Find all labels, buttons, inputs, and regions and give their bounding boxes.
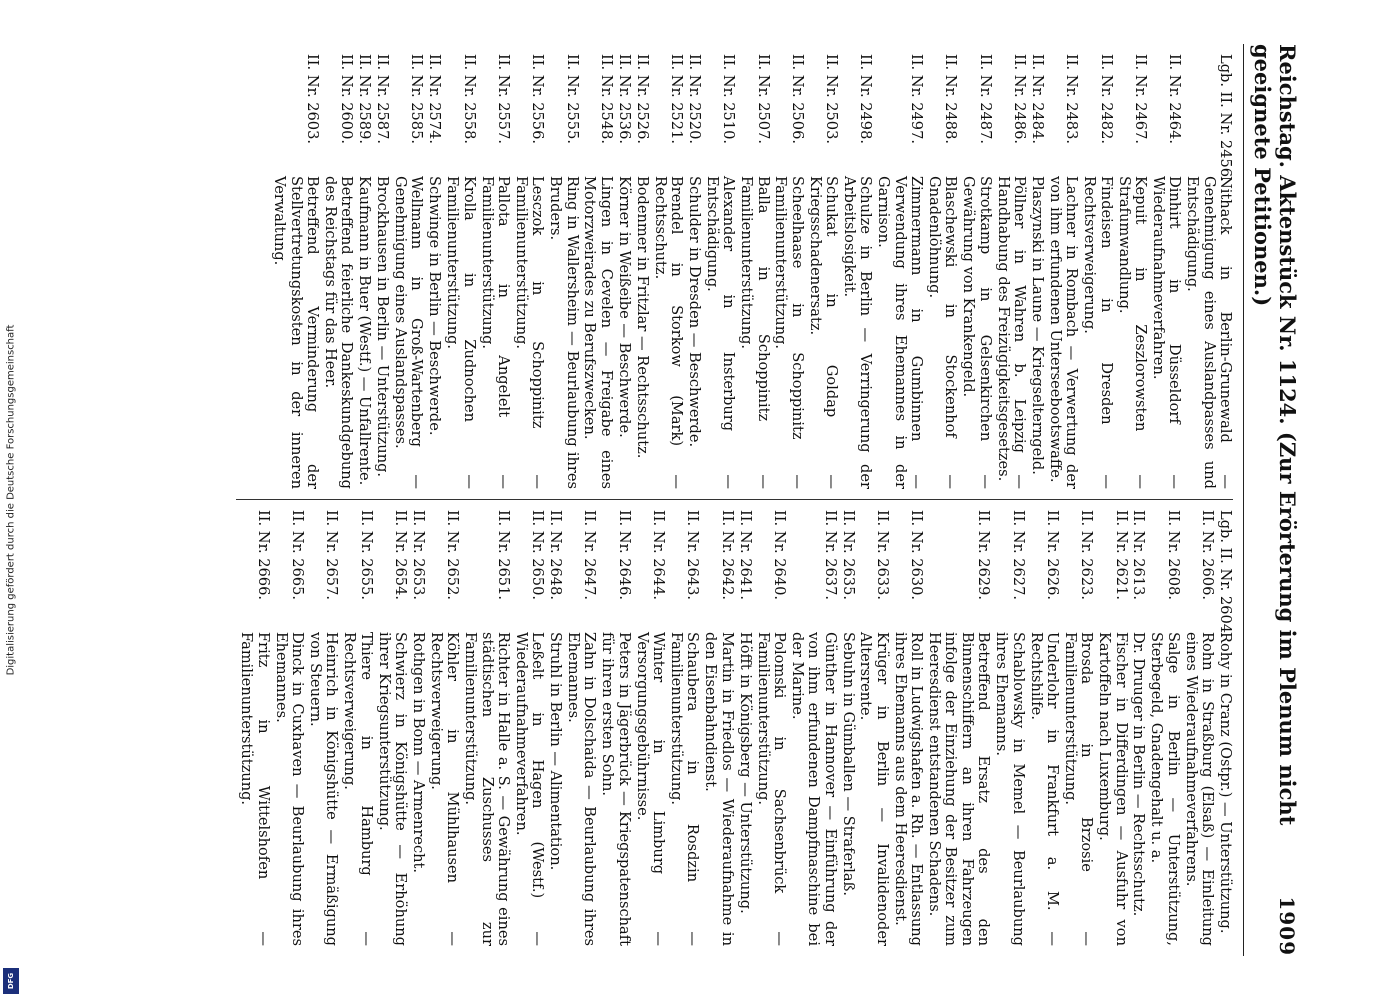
petition-number: II. Nr. 2555. [563,54,581,145]
left-column [236,44,1233,500]
digitization-credit-text: Digitalisierung gefördert durch die Deutsche Forschungsgemeinschaft [5,324,17,676]
petition-number: II. Nr. 2520. [685,54,703,145]
petition-number: II. Nr. 2606. [1199,510,1217,601]
petition-text: Pallota in Angelelt — Familienunterstützung. [478,176,512,489]
petition-entry [875,54,924,489]
petition-number: II. Nr. 2635. [839,510,857,601]
petition-text: Krüger in Berlin — Invalidenoder Altersrente. [857,632,891,946]
petition-text: Peters in Jägerbrück — Kriegspatenschaft für ihren ersten Sohn. [599,632,633,946]
petition-entry [702,510,735,946]
petition-text: Schwinge in Berlin — Beschwerde. [426,176,444,436]
petition-entry [1149,54,1182,489]
petition-text: Betreffend Verminderung der Stellvertretungskosten in der inneren Verwaltung. [271,176,321,489]
petition-entry [1047,54,1080,489]
petition-entry [1029,54,1045,489]
petition-number: II. Nr. 2521. [668,54,685,145]
petition-number: II. Nr. 2498. [857,54,875,145]
petition-text: Plaszynski in Laune — Kriegselterngeld. [1029,176,1047,475]
petition-text: Martin in Friedlos — Wiederaufnahme in den Eisenbahndienst. [702,632,736,946]
petition-entry [426,54,442,489]
petition-text: Betreffend Ersatz des den Binnenschiffern an ihren Fahrzeugen infolge der Einziehung der Besitzer zum Heeresdienst entstandenen Schadens. [926,632,993,946]
petition-number: II. Nr. 2483. [1063,54,1081,145]
petition-entry [410,510,426,946]
petition-number: II. Nr. 2642. [718,510,736,601]
petition-text: Bodenmer in Fritzlar — Rechtsschutz. [633,176,651,459]
petition-entry [1130,510,1146,946]
petition-text: Ring in Wallersheim — Beurlaubung ihres Bruders. [547,176,581,489]
petition-text: Schaubera in Rosdzin — Familienunterstützung. [668,632,702,946]
petition-entry [1184,54,1233,489]
petition-number: II. Nr. 2644. [650,510,668,601]
petition-number: II. Nr. 2621. [1112,510,1130,601]
petition-entry [272,510,305,946]
petition-entry [926,510,992,946]
petition-number: II. Nr. 2654. [392,510,409,601]
petition-number: II. Nr. 2510. [720,54,738,145]
petition-entry [375,510,408,946]
petition-text: Lachner in Rombach — Verwertung der von ihm erfundenen Unterseebootswaffe. [1046,176,1081,489]
petition-number: Lgb. II. Nr. 2604. [1217,510,1234,638]
petition-number: II. Nr. 2650. [529,510,547,601]
petition-entry [512,510,545,946]
petition-number: II. Nr. 2646. [615,510,633,601]
petition-number: II. Nr. 2486. [1011,54,1029,145]
digitization-credit-strip [0,0,22,1000]
petition-number: II. Nr. 2647. [581,510,599,601]
petition-entry [633,510,666,946]
petition-text: Nithack in Berlin-Grunewald — Genehmigung eines Auslandpasses und Entschädigung. [1184,176,1234,489]
petition-number: II. Nr. 2633. [873,510,891,601]
petition-text: Findeisen in Dresden — Rechtsverweigerung. [1081,176,1115,489]
petition-number: II. Nr. 2613. [1130,510,1148,601]
petition-text: Pöllner in Wahren b. Leipzig — Handhabung des Freizügigkeitsgesetzes. [994,176,1029,489]
petition-text: Krolla in Zudnochen — Familienunterstützung. [444,176,478,489]
petition-text: Höfft in Königsberg — Unterstützung. [736,632,754,914]
petition-text: Betreffend feierliche Dankeskundgebung des Reichstags für das Heer. [321,176,356,489]
petition-text: Dinck in Cuxhaven — Beurlaubung ihres Ehemannes. [272,632,307,946]
petition-entry [891,510,924,946]
petition-entry [1096,510,1129,946]
petition-text: Kaufmann in Buer (Westf.) — Unfallrente. [356,176,374,486]
petition-entry [1115,54,1148,489]
petition-text: Fischer in Differdingen — Ausfuhr von Kartoffeln nach Luxemburg. [1096,632,1130,946]
petition-number: II. Nr. 2651. [494,510,512,601]
petition-entry [754,510,787,946]
petition-text: Schablowsky in Memel — Beurlaubung ihres Ehemanns. [993,632,1027,946]
petition-number: II. Nr. 2641. [736,510,754,601]
petition-number: II. Nr. 2557. [494,54,512,145]
petition-entry [1081,54,1114,489]
petition-text: Struhl in Berlin — Alimentation. [547,632,565,871]
petition-entry [512,54,545,489]
petition-entry [615,54,631,489]
petition-number: II. Nr. 2587. [374,54,392,145]
petition-number: II. Nr. 2503. [823,54,841,145]
petition-text: Roll in Ludwigshafen a. Rh. — Entlassung ihres Ehemanns aus dem Heeresdienst. [891,632,926,946]
petition-entry [1061,510,1094,946]
petition-number: II. Nr. 2608. [1164,510,1182,601]
petition-text: Lingen in Cevelen — Freigabe eines Motorzweirades zu Berufszwecken. [581,176,615,489]
petition-text: Rohn in Straßburg (Elsaß) — Einleitung eines Wiederaufnahmeverfahrens. [1182,632,1217,946]
petition-number: II. Nr. 2464. [1166,54,1184,145]
petition-entry [547,54,580,489]
petition-number: II. Nr. 2585. [408,54,426,145]
petition-text: Strotkamp in Gelsenkirchen — Gewährung von Krankengeld. [960,176,994,489]
petition-number: II. Nr. 2623. [1078,510,1096,601]
petition-entry [772,54,805,489]
dfg-logo-text: DFG [7,972,15,990]
petition-entry [738,54,771,489]
petition-number: Lgb. II. Nr. 2456. [1217,54,1234,182]
petition-text: Schulder in Dresden — Beschwerde. [685,176,703,448]
petition-entry [994,54,1027,489]
petition-text: Scheelhaase in Schoppinitz — Familienunterstützung. [772,176,806,489]
petition-entry [478,54,511,489]
petition-text: Köhler in Mühlhausen — Rechtsverweigerung. [427,632,462,946]
petition-text: Underlohr in Frankfurt a. M. — Rechtshilfe. [1027,632,1061,946]
petition-entry [427,510,460,946]
petition-entry [788,510,837,946]
page-number: 1909 [1275,896,1299,956]
petition-number: II. Nr. 2653. [409,510,427,601]
petition-entry [444,54,477,489]
petition-text: Leßelt in Hagen (Westf.) — Wiederaufnahmeverfahren. [512,632,547,946]
petition-text: Zahn in Dolschaida — Beurlaubung ihres Ehemannes. [565,632,599,946]
petition-number: II. Nr. 2484. [1029,54,1047,145]
petition-number: II. Nr. 2467. [1131,54,1149,145]
petition-number: II. Nr. 2497. [908,54,926,145]
petition-entry [960,54,993,489]
petition-entry [462,510,511,946]
petition-number: II. Nr. 2589. [356,54,374,145]
petition-number: II. Nr. 2666. [254,510,272,601]
petition-entry [341,510,374,946]
petition-number: II. Nr. 2488. [942,54,960,145]
petition-number: II. Nr. 2600. [338,54,356,145]
petition-entry [599,510,632,946]
petition-number: II. Nr. 2629. [975,510,993,601]
petition-text: Salge in Berlin — Unterstützung, Sterbegeld, Gnadengehalt u. a. [1148,632,1182,946]
petition-text: Zimmermann in Gumbinnen — Verwendung ihres Ehemannes in der Garnison. [875,176,926,489]
petition-entry [839,510,855,946]
petition-number: II. Nr. 2548. [597,54,615,145]
right-column [236,500,1233,956]
petition-number: II. Nr. 2648. [547,510,565,601]
petition-number: II. Nr. 2556. [529,54,547,145]
petition-number: II. Nr. 2655. [357,510,375,601]
petition-number: II. Nr. 2487. [976,54,994,145]
petition-entry [926,54,959,489]
document-page [62,20,1322,980]
petition-text: Brendel in Storkow (Mark) — Rechtsschutz. [651,176,685,489]
petition-entry [668,510,701,946]
petition-text: Körner in Weißeibe — Beschwerde. [615,176,633,438]
petition-entry [841,54,874,489]
petition-entry [321,54,354,489]
petition-number: II. Nr. 2652. [444,510,462,601]
petition-number: II. Nr. 2643. [684,510,702,601]
petition-entry [857,510,890,946]
rotated-page [62,20,1322,980]
petition-entry [633,54,649,489]
petition-number: II. Nr. 2630. [908,510,926,601]
petition-entry [307,510,340,946]
page-title: Reichstag. Aktenstück Nr. 1124. (Zur Erörterung im Plenum nicht geeignete Petitionen.) [1250,44,1300,826]
petition-number: II. Nr. 2603. [303,54,321,145]
petition-text: Winter in Limburg — Versorgungsgebührnisse. [633,632,668,946]
petition-entry [565,510,598,946]
petition-number: II. Nr. 2482. [1097,54,1115,145]
petition-text: Heinrich in Königshütte — Ermäßigung von Steuern. [306,632,341,946]
petition-text: Dr. Druuger in Berlin — Rechtsschutz. [1130,632,1148,917]
petition-entry [806,54,839,489]
petition-entry [356,54,372,489]
petition-text: Balla in Schoppinitz — Familienunterstützung. [738,176,772,489]
dfg-logo [3,968,19,994]
petition-number: II. Nr. 2657. [323,510,341,601]
petition-number: II. Nr. 2637. [821,510,839,601]
petition-text: Rothgen in Bonn — Armenrecht. [409,632,427,874]
petition-entry [392,54,425,489]
petition-entry [1217,510,1233,946]
petition-number: II. Nr. 2507. [754,54,772,145]
petition-entry [651,54,684,489]
petition-number: II. Nr. 2640. [770,510,788,601]
petition-entry [547,510,563,946]
petition-text: Polomski in Sachsenbrück — Familienunterstützung. [754,632,788,946]
petition-number: II. Nr. 2665. [289,510,307,601]
petition-number: II. Nr. 2574. [426,54,444,145]
petition-text: Kepuit in Zeszlorowsten — Strafumwandlung. [1115,176,1149,489]
petition-entry [1027,510,1060,946]
petition-text: Schwierz in Königshütte — Erhöhung ihrer Kriegsunterstützung. [375,632,409,946]
petition-text: Sebuhn in Gümballen — Straferlaß. [839,632,857,897]
petition-number: II. Nr. 2626. [1043,510,1061,601]
petition-entry [703,54,736,489]
petition-text: Lesczok in Schoppinitz — Familienunterstützung. [512,176,547,489]
petition-text: Schukat in Goldap — Kriegsschadenersatz. [806,176,841,489]
petition-entry [581,54,614,489]
petition-entry [1148,510,1181,946]
petition-number: II. Nr. 2536. [615,54,633,145]
petition-text: Dinhirt in Düsseldorf — Wiederaufnahmeverfahren. [1149,176,1184,489]
petition-text: Brockhausen in Berlin — Unterstützung. [374,176,392,478]
page-header [1243,44,1300,956]
petition-text: Alexander in Insterburg — Entschädigung. [703,176,738,489]
petition-text: Blaschewski in Stockenhof — Gnadenlöhnung. [926,176,960,489]
petition-entry [271,54,320,489]
petition-text: Wellmann in Groß-Wartenberg — Genehmigung eines Auslandspasses. [392,176,426,489]
petition-number: II. Nr. 2558. [460,54,478,145]
petition-entry [736,510,752,946]
petition-number: II. Nr. 2627. [1009,510,1027,601]
petition-text: Richter in Halle a. S. — Gewährung eines städtischen Zuschusses zur Familienunterstützung. [462,632,512,946]
petition-text: Thiere in Hamburg — Rechtsverweigerung. [341,632,375,946]
petition-text: Fritz in Wittelshofen — Familienunterstützung. [238,632,272,946]
petition-entry [1182,510,1215,946]
petition-text: Brosda in Brzosie — Familienunterstützung. [1061,632,1096,946]
petition-entry [238,510,271,946]
petition-entry [686,54,702,489]
two-column-body [236,44,1233,956]
petition-text: Günther in Hannover — Einführung der von ihm erfundenen Dampfmaschine bei der Marine. [788,632,839,946]
petition-number: II. Nr. 2506. [788,54,806,145]
petition-text: Schulze in Berlin — Verringerung der Arbeitslosigkeit. [841,176,875,489]
petition-entry [374,54,390,489]
petition-entry [993,510,1026,946]
petition-text: Rohy in Cranz (Ostpr.) — Unterstützung. [1217,632,1234,934]
petition-number: II. Nr. 2526. [633,54,651,145]
